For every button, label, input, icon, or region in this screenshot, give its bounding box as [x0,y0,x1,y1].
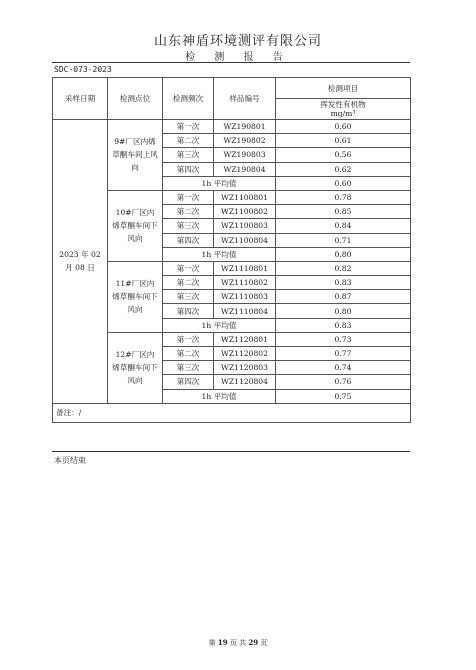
freq-cell: 第四次 [163,304,214,318]
page-suffix: 页 [260,639,268,647]
value-cell: 0.85 [276,205,411,219]
header-date: 采样日期 [53,78,108,120]
freq-cell: 第二次 [163,276,214,290]
sample-cell: WZ1120803 [214,361,276,375]
average-value: 0.75 [276,389,411,403]
page-current: 19 [217,638,228,647]
average-label: 1h 平均值 [163,247,276,261]
point-cell [108,190,163,261]
sample-cell: WZ1110802 [214,276,276,290]
substance-label: 挥发性有机物 [320,100,366,109]
average-value: 0.83 [276,318,411,332]
freq-cell: 第四次 [163,233,214,247]
freq-cell: 第一次 [163,120,214,134]
header-rule [52,62,410,63]
value-cell: 0.61 [276,134,411,148]
unit-label: mg/m³ [330,109,356,118]
sample-cell: WZ1100804 [214,233,276,247]
sample-cell: WZ1100802 [214,205,276,219]
end-of-page-text: 本页结束 [54,456,86,465]
freq-cell: 第一次 [163,261,214,275]
value-cell: 0.74 [276,361,411,375]
value-cell: 0.56 [276,148,411,162]
sample-cell: WZ1110803 [214,290,276,304]
sampling-date-cell [53,120,108,404]
average-value: 0.80 [276,247,411,261]
point-label: 11#厂区内烯草酮车间下风向 [112,279,158,315]
freq-cell: 第四次 [163,162,214,176]
value-cell: 0.80 [276,304,411,318]
page-mid: 页 共 [229,639,247,647]
sample-cell: WZ1120804 [214,375,276,389]
sample-cell: WZ1100803 [214,219,276,233]
page-number [0,638,476,648]
value-cell: 0.71 [276,233,411,247]
bottom-rule [52,451,410,452]
value-cell: 0.77 [276,347,411,361]
header-substance [276,99,411,120]
average-label: 1h 平均值 [163,176,276,190]
header-frequency: 检测频次 [163,78,214,120]
sample-cell: WZ1120802 [214,347,276,361]
point-label: 9#厂区内烯草酮车间上风向 [112,137,158,173]
point-label: 12#厂区内烯草酮车间下风向 [112,350,158,386]
value-cell: 0.62 [276,162,411,176]
company-name: 山东神盾环境测评有限公司 [153,34,322,49]
freq-cell: 第二次 [163,347,214,361]
table-row [53,120,411,134]
freq-cell: 第二次 [163,205,214,219]
freq-cell: 第一次 [163,190,214,204]
sample-cell: WZ1120801 [214,332,276,346]
sample-cell: WZ190801 [214,120,276,134]
freq-cell: 第三次 [163,361,214,375]
average-value: 0.60 [276,176,411,190]
freq-cell: 第四次 [163,375,214,389]
page-prefix: 第 [208,639,216,647]
header-sample: 样品编号 [214,78,276,120]
point-cell [108,332,163,403]
sample-cell: WZ190802 [214,134,276,148]
value-cell: 0.73 [276,332,411,346]
document-number: SDC-073-2023 [54,65,112,74]
report-subtitle: 检 测 报 告 [185,52,291,63]
average-label: 1h 平均值 [163,389,276,403]
value-cell: 0.87 [276,290,411,304]
note-row [53,403,411,422]
value-cell: 0.82 [276,261,411,275]
sample-cell: WZ1100801 [214,190,276,204]
freq-cell: 第三次 [163,290,214,304]
freq-cell: 第三次 [163,148,214,162]
point-cell [108,261,163,332]
value-cell: 0.78 [276,190,411,204]
value-cell: 0.76 [276,375,411,389]
point-cell [108,120,163,191]
sample-cell: WZ1110804 [214,304,276,318]
point-label: 10#厂区内烯草酮车间下风向 [112,208,158,244]
average-label: 1h 平均值 [163,318,276,332]
page-total: 29 [248,638,259,647]
value-cell: 0.60 [276,120,411,134]
sampling-date: 2023 年 02 月 08 日 [59,250,101,273]
table-header-row [53,78,411,99]
freq-cell: 第一次 [163,332,214,346]
header-point: 检测点位 [108,78,163,120]
value-cell: 0.84 [276,219,411,233]
results-table [52,77,411,423]
sample-cell: WZ1110801 [214,261,276,275]
value-cell: 0.83 [276,276,411,290]
freq-cell: 第二次 [163,134,214,148]
sample-cell: WZ190804 [214,162,276,176]
note-text: 备注：/ [53,403,411,422]
sample-cell: WZ190803 [214,148,276,162]
header-item: 检测项目 [276,78,411,99]
freq-cell: 第三次 [163,219,214,233]
